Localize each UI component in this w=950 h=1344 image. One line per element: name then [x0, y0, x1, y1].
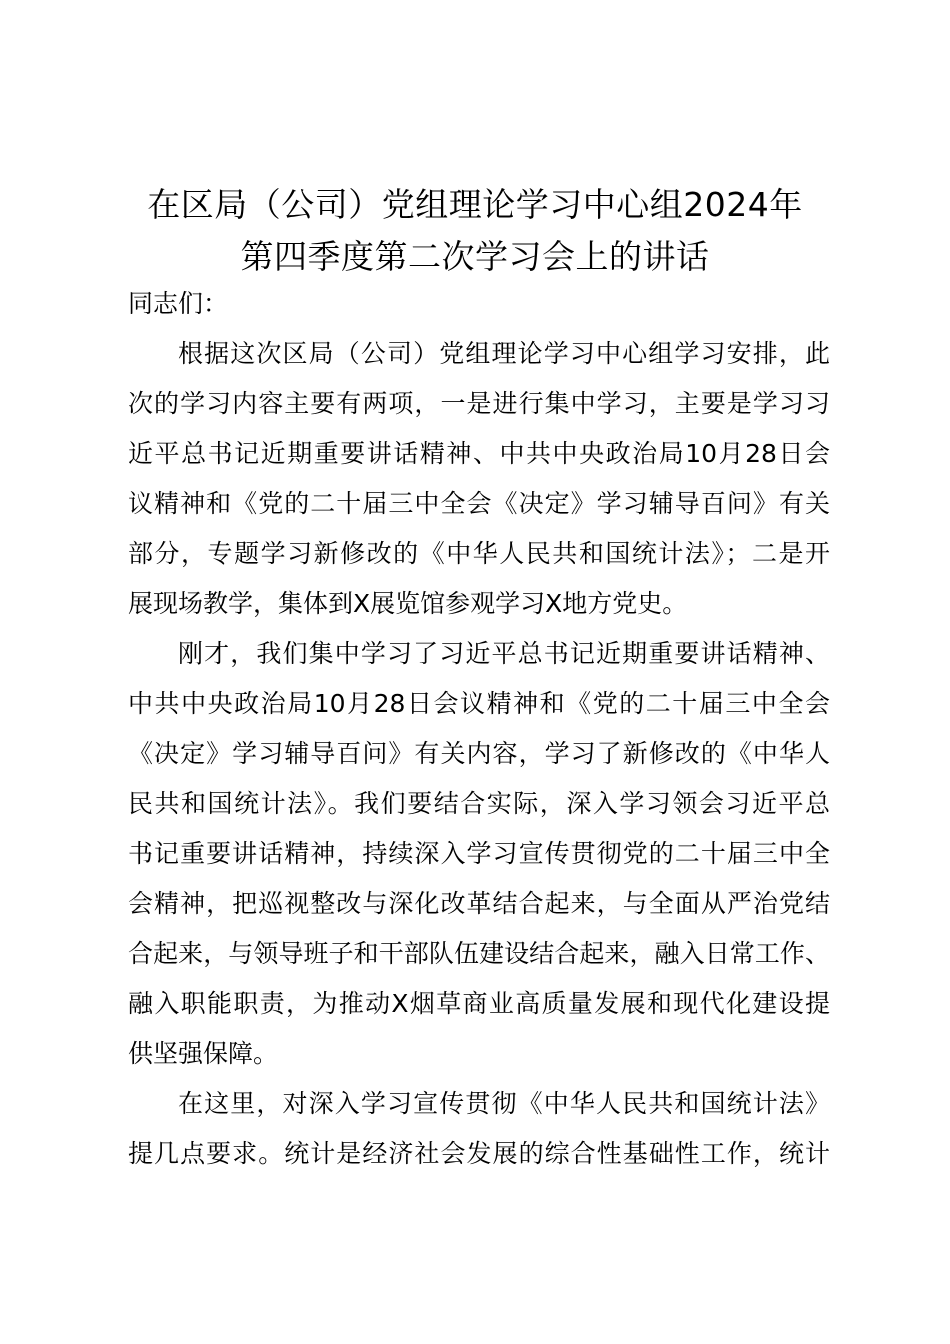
paragraph-3-line-1: 在这里，对深入学习宣传贯彻《中华人民共和国统计法》	[178, 1089, 830, 1118]
paragraph-2-line-7: 合起来，与领导班子和干部队伍建设结合起来，融入日常工作、	[128, 939, 830, 968]
paragraph-2-line-2: 中共中央政治局10月28日会议精神和《党的二十届三中全会	[128, 689, 830, 718]
paragraph-2-line-4: 民共和国统计法》。我们要结合实际，深入学习领会习近平总	[128, 789, 830, 818]
paragraph-1-line-3: 近平总书记近期重要讲话精神、中共中央政治局10月28日会	[128, 439, 830, 468]
paragraph-1-line-5: 部分，专题学习新修改的《中华人民共和国统计法》；二是开	[128, 539, 830, 568]
paragraph-1-line-6: 展现场教学，集体到X展览馆参观学习X地方党史。	[128, 589, 688, 618]
paragraph-2-line-8: 融入职能职责，为推动X烟草商业高质量发展和现代化建设提	[128, 989, 830, 1018]
paragraph-2-line-9: 供坚强保障。	[128, 1039, 279, 1068]
document-title-line-1: 在区局（公司）党组理论学习中心组2024年	[147, 185, 803, 224]
document-title-line-2: 第四季度第二次学习会上的讲话	[240, 237, 710, 276]
paragraph-2-line-1: 刚才，我们集中学习了习近平总书记近期重要讲话精神、	[178, 639, 830, 668]
paragraph-2-line-6: 会精神，把巡视整改与深化改革结合起来，与全面从严治党结	[128, 889, 830, 918]
paragraph-2-line-3: 《决定》学习辅导百问》有关内容，学习了新修改的《中华人	[128, 739, 830, 768]
paragraph-2-line-5: 书记重要讲话精神，持续深入学习宣传贯彻党的二十届三中全	[128, 839, 830, 868]
paragraph-3-line-2: 提几点要求。统计是经济社会发展的综合性基础性工作，统计	[128, 1139, 830, 1168]
paragraph-1-line-2: 次的学习内容主要有两项，一是进行集中学习，主要是学习习	[128, 389, 830, 418]
paragraph-1-line-1: 根据这次区局（公司）党组理论学习中心组学习安排，此	[178, 339, 830, 368]
salutation: 同志们：	[128, 289, 229, 318]
paragraph-1-line-4: 议精神和《党的二十届三中全会《决定》学习辅导百问》有关	[128, 489, 830, 518]
